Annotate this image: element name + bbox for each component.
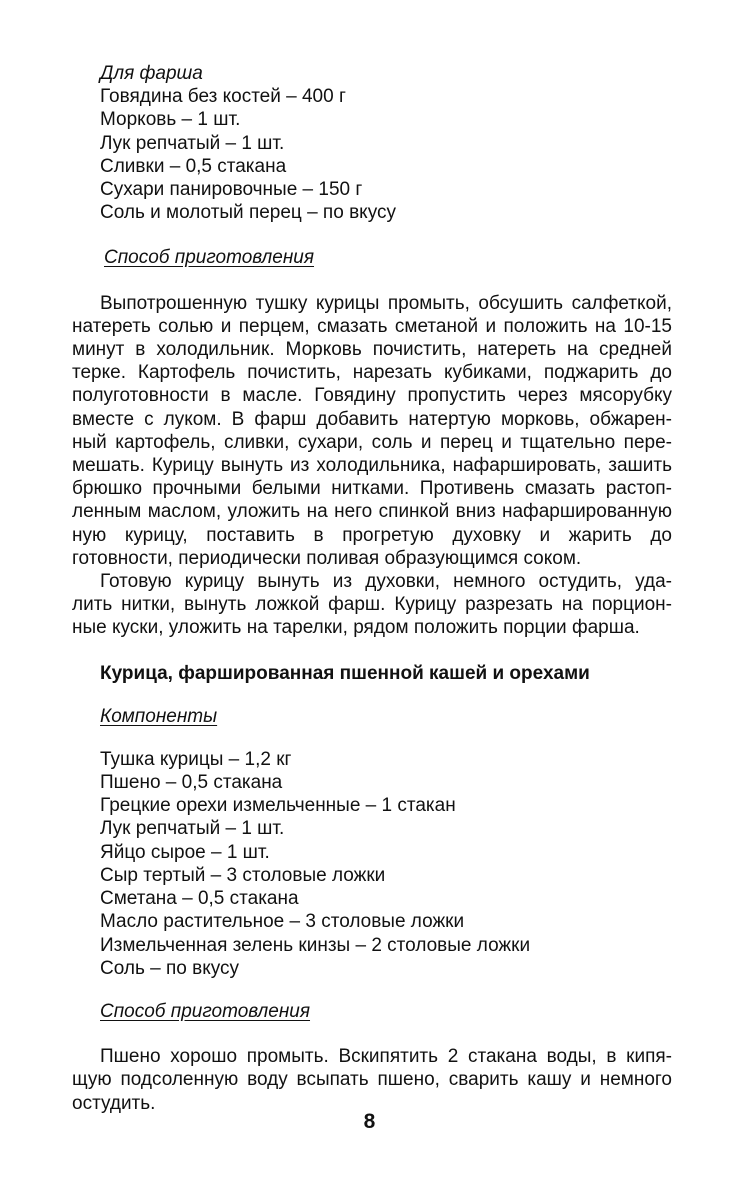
list-item: Сливки – 0,5 стакана <box>100 155 287 177</box>
paragraph-line: Готовую курицу вынуть из духовки, немного остудить, уда- <box>100 571 672 593</box>
list-item: Сыр тертый – 3 столовые ложки <box>100 864 386 886</box>
paragraph-line: натереть солью и перцем, смазать сметаной и положить на 10-15 <box>72 315 672 337</box>
method-heading-text: Способ приготовления <box>100 1000 311 1022</box>
list-item: Грецкие орехи измельченные – 1 стакан <box>100 795 456 817</box>
list-item: Лук репчатый – 1 шт. <box>100 818 285 840</box>
paragraph-line: готовности, периодически поливая образующимся соком. <box>72 547 582 569</box>
paragraph-line: ленным маслом, уложить на него спинкой вниз нафаршированную <box>72 501 672 523</box>
recipe-title: Курица, фаршированная пшенной кашей и орехами <box>100 662 590 684</box>
page-number: 8 <box>363 1110 376 1133</box>
stuffing-list <box>72 85 672 224</box>
method-paragraph-3 <box>72 1045 672 1115</box>
method-heading-text: Способ приготовления <box>104 247 315 269</box>
components-list <box>72 748 672 980</box>
page-content <box>72 62 672 1115</box>
list-item: Соль и молотый перец – по вкусу <box>100 202 396 224</box>
list-item: Масло растительное – 3 столовые ложки <box>100 911 465 933</box>
list-item: Измельченная зелень кинзы – 2 столовые ложки <box>100 934 531 956</box>
list-item: Пшено – 0,5 стакана <box>100 772 283 794</box>
method-paragraph-2 <box>72 570 672 640</box>
list-item: Тушка курицы – 1,2 кг <box>100 748 292 770</box>
paragraph-line: Выпотрошенную тушку курицы промыть, обсушить салфеткой, <box>100 292 672 314</box>
paragraph-line: брюшко прочными белыми нитками. Противень смазать растоп- <box>72 478 672 500</box>
list-item: Соль – по вкусу <box>100 957 240 979</box>
method-heading-2 <box>72 1000 672 1023</box>
paragraph-line: ный картофель, сливки, сухари, соль и перец и тщательно пере- <box>72 431 672 453</box>
list-item: Яйцо сырое – 1 шт. <box>100 841 270 863</box>
list-item: Морковь – 1 шт. <box>100 109 241 131</box>
paragraph-line: щую подсоленную воду всыпать пшено, сварить кашу и немного <box>72 1069 672 1091</box>
method-heading-1 <box>72 246 672 269</box>
paragraph-line: Пшено хорошо промыть. Вскипятить 2 стакана воды, в кипя- <box>100 1046 672 1068</box>
paragraph-line: вместе с луком. В фарш добавить натертую морковь, обжарен- <box>72 408 672 430</box>
paragraph-line: остудить. <box>72 1092 156 1114</box>
list-item: Сухари панировочные – 150 г <box>100 179 363 201</box>
components-heading-text: Компоненты <box>100 705 218 727</box>
paragraph-line: ную курицу, поставить в прогретую духовку и жарить до <box>72 524 672 546</box>
paragraph-line: мешать. Курицу вынуть из холодильника, нафаршировать, зашить <box>72 455 672 477</box>
paragraph-line: ные куски, уложить на тарелки, рядом положить порции фарша. <box>72 617 640 639</box>
stuffing-label: Для фарша <box>100 63 203 84</box>
list-item: Лук репчатый – 1 шт. <box>100 132 285 154</box>
method-paragraph-1 <box>72 292 672 570</box>
list-item: Сметана – 0,5 стакана <box>100 888 299 910</box>
paragraph-line: лить нитки, вынуть ложкой фарш. Курицу разрезать на порцион- <box>72 594 672 616</box>
paragraph-line: минут в холодильник. Морковь почистить, натереть на средней <box>72 339 672 361</box>
paragraph-line: полуготовности в масле. Говядину пропустить через мясорубку <box>72 385 672 407</box>
paragraph-line: терке. Картофель почистить, нарезать кубиками, поджарить до <box>72 362 672 384</box>
components-heading <box>72 705 672 728</box>
list-item: Говядина без костей – 400 г <box>100 86 346 108</box>
